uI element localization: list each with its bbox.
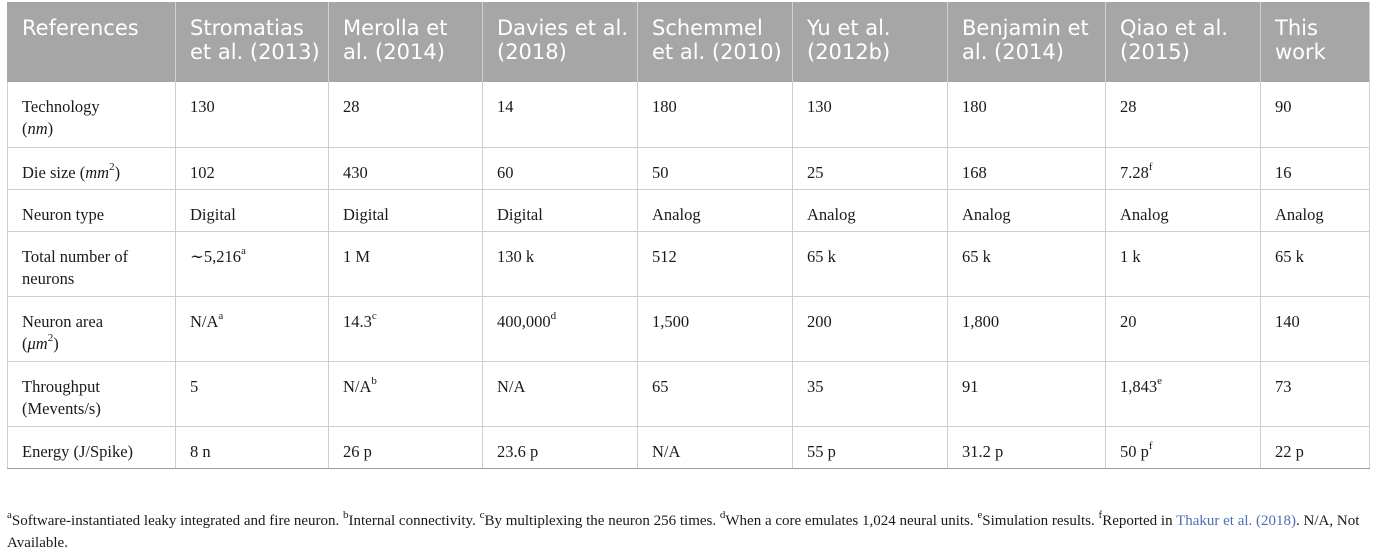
cell: 130 k — [483, 231, 638, 296]
header-stromatias: Stromatias et al. (2013) — [176, 2, 329, 82]
cell: Digital — [176, 189, 329, 231]
cell: 14.3$^c$ — [329, 296, 483, 361]
comparison-table-container — [7, 2, 1369, 469]
cell: 60 — [483, 147, 638, 189]
cell: 130 — [793, 82, 948, 147]
header-row — [8, 2, 1370, 82]
cell: 1 M — [329, 231, 483, 296]
row-neuron-type — [8, 189, 1370, 231]
cell: 1,500 — [638, 296, 793, 361]
cell: 430 — [329, 147, 483, 189]
cell: 28 — [1106, 82, 1261, 147]
cell: 26 p — [329, 426, 483, 468]
cell: 25 — [793, 147, 948, 189]
cell: 28 — [329, 82, 483, 147]
cell: Analog — [793, 189, 948, 231]
header-davies: Davies et al. (2018) — [483, 2, 638, 82]
row-technology — [8, 82, 1370, 147]
row-label: Energy (J/Spike) — [8, 426, 176, 468]
table-footnote: $^a$Software-instantiated leaky integrated and fire neuron. $^b$Internal connectivity. $^c$By multiplexing the neuron 256 times. $^d$When a core emulates 1,024 neural units. $^e$Simulation results. $^f$Reported in Thakur et al. (2018). N/A, Not Available. — [7, 509, 1360, 551]
cell: 200 — [793, 296, 948, 361]
row-neuron-area — [8, 296, 1370, 361]
cell: 7.28$^f$ — [1106, 147, 1261, 189]
cell: 1,843e — [1106, 361, 1261, 426]
header-this-work: This work — [1261, 2, 1370, 82]
cell: $N/A^b$ — [329, 361, 483, 426]
cell: Analog — [638, 189, 793, 231]
cell: 35 — [793, 361, 948, 426]
cell: 16 — [1261, 147, 1370, 189]
row-label: Neuron area $(\mu m^2)$ — [8, 296, 176, 361]
row-label: Technology (nm) — [8, 82, 176, 147]
row-label: Throughput (Mevents/s) — [8, 361, 176, 426]
cell: 31.2 p — [948, 426, 1106, 468]
cell: Analog — [1106, 189, 1261, 231]
cell: 1 k — [1106, 231, 1261, 296]
cell: 180 — [948, 82, 1106, 147]
cell: 130 — [176, 82, 329, 147]
cell: 65 k — [948, 231, 1106, 296]
cell: 50 — [638, 147, 793, 189]
row-label: Neuron type — [8, 189, 176, 231]
cell: ∼5,216$^a$ — [176, 231, 329, 296]
row-total-neurons — [8, 231, 1370, 296]
cell: 91 — [948, 361, 1106, 426]
cell: 90 — [1261, 82, 1370, 147]
cell: 1,800 — [948, 296, 1106, 361]
header-yu: Yu et al. (2012b) — [793, 2, 948, 82]
cell: 22 p — [1261, 426, 1370, 468]
cell: 180 — [638, 82, 793, 147]
cell: 8 n — [176, 426, 329, 468]
cell: 65 — [638, 361, 793, 426]
cell: 20 — [1106, 296, 1261, 361]
row-energy — [8, 426, 1370, 468]
cell: 400,000$^d$ — [483, 296, 638, 361]
cell: Analog — [1261, 189, 1370, 231]
cell: 55 p — [793, 426, 948, 468]
cell: N/A — [483, 361, 638, 426]
header-merolla: Merolla et al. (2014) — [329, 2, 483, 82]
header-benjamin: Benjamin et al. (2014) — [948, 2, 1106, 82]
cell: $N/A^a$ — [176, 296, 329, 361]
row-label: Die size $(mm^2)$ — [8, 147, 176, 189]
cell: 65 k — [793, 231, 948, 296]
citation-link[interactable]: Thakur et al. (2018) — [1176, 513, 1297, 529]
cell: 140 — [1261, 296, 1370, 361]
cell: 23.6 p — [483, 426, 638, 468]
cell: Digital — [329, 189, 483, 231]
cell: N/A — [638, 426, 793, 468]
cell: 14 — [483, 82, 638, 147]
comparison-table — [7, 2, 1370, 469]
row-die-size — [8, 147, 1370, 189]
cell: Digital — [483, 189, 638, 231]
header-references: References — [8, 2, 176, 82]
cell: 65 k — [1261, 231, 1370, 296]
cell: 102 — [176, 147, 329, 189]
cell: 50 $p^f$ — [1106, 426, 1261, 468]
row-label: Total number of neurons — [8, 231, 176, 296]
row-throughput — [8, 361, 1370, 426]
header-schemmel: Schemmel et al. (2010) — [638, 2, 793, 82]
header-qiao: Qiao et al. (2015) — [1106, 2, 1261, 82]
cell: 5 — [176, 361, 329, 426]
cell: 73 — [1261, 361, 1370, 426]
cell: 512 — [638, 231, 793, 296]
cell: 168 — [948, 147, 1106, 189]
cell: Analog — [948, 189, 1106, 231]
